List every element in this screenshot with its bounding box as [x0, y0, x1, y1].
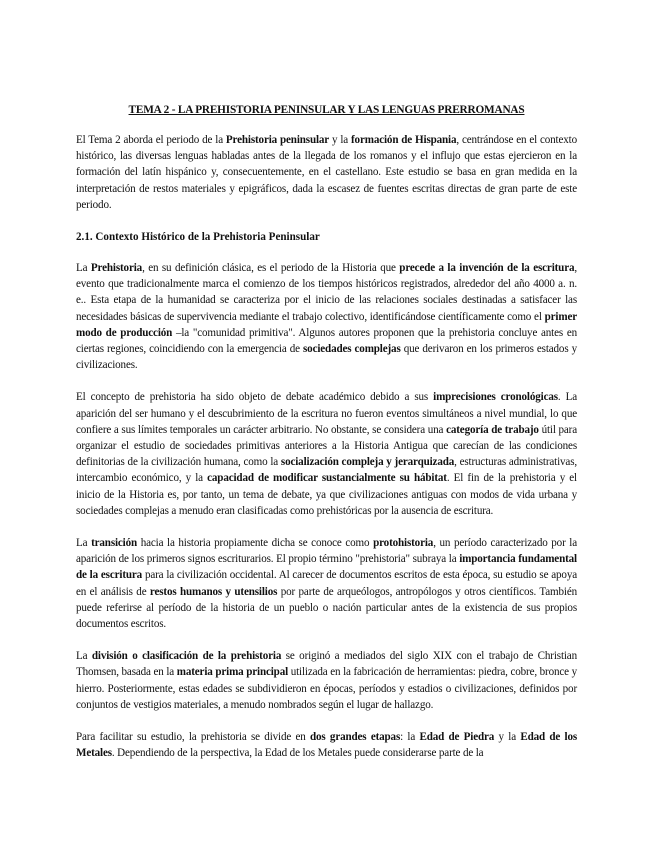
- bold-term: Edad de los Metales: [76, 731, 578, 760]
- bold-term: precede a la invención de la escritura: [399, 262, 575, 275]
- text-run: hacia la historia propiamente dicha se conoce como: [137, 537, 374, 550]
- text-run: y la: [329, 134, 352, 146]
- text-run: , un período caracterizado por la aparición de los primeros signos escriturarios. El propio término "prehistoria" subraya la: [76, 537, 577, 566]
- text-run: . Dependiendo de la perspectiva, la Edad de los Metales puede considerarse parte de la: [111, 747, 484, 760]
- text-run: y la: [494, 731, 521, 744]
- text-run: La: [76, 650, 92, 663]
- bold-term: formación de Hispania: [351, 134, 457, 146]
- text-run: utilizada en la fabricación de herramientas: piedra, cobre, bronce y hierro. Posteriormente, estas edades se subdividieron en épocas, períodos y estadios o civilizaciones, definidos por conjuntos de vestigios materiales, a menudo nombrados según el lugar de hallazgo.: [76, 666, 578, 711]
- text-run: , estructuras administrativas, intercambio económico, y la: [76, 456, 577, 485]
- text-run: , centrándose en el contexto histórico, las diversas lenguas habladas antes de la llegada de los romanos y el influjo que estas ejercieron en la formación del latín hispánico y, consecuentemente, en el castellano. Este estudio se basa en gran medida en la interpretación de restos materiales y epigráficos, dada la escasez de fuentes escritas directas de gran parte de este periodo.: [76, 134, 577, 211]
- text-run: , en su definición clásica, es el periodo de la Historia que: [142, 262, 400, 275]
- paragraph-transition: [76, 535, 577, 632]
- bold-term: Prehistoria peninsular: [225, 134, 330, 146]
- document-title: TEMA 2 - LA PREHISTORIA PENINSULAR Y LAS LENGUAS PRERROMANAS: [128, 104, 525, 116]
- bold-term: sociedades complejas: [303, 343, 401, 356]
- text-run: El concepto de prehistoria ha sido objeto de debate académico debido a sus: [76, 391, 434, 404]
- bold-term: división o clasificación de la prehistoria: [91, 650, 282, 663]
- bold-term: primer modo de producción: [76, 310, 577, 339]
- bold-term: socialización compleja y jerarquizada: [280, 456, 455, 469]
- text-run: . La aparición del ser humano y el descubrimiento de la escritura no fueron eventos simultáneos a nivel mundial, lo que confiere a sus límites temporales un carácter arbitrario. No obstante, se considera una: [76, 391, 578, 436]
- bold-term: transición: [91, 537, 138, 550]
- text-run: que derivaron en los primeros estados y civilizaciones.: [76, 343, 577, 372]
- intro-paragraph: [76, 132, 577, 213]
- document-content: [76, 104, 577, 778]
- bold-term: categoría de trabajo: [446, 423, 539, 436]
- bold-term: capacidad de modificar sustancialmente su hábitat: [207, 472, 447, 485]
- bold-term: dos grandes etapas: [310, 731, 401, 744]
- text-run: se originó a mediados del siglo XIX con el trabajo de Christian Thomsen, basada en la: [76, 650, 577, 679]
- bold-term: Edad de Piedra: [419, 731, 495, 744]
- text-run: El Tema 2 aborda el periodo de la: [76, 134, 226, 146]
- text-run: –la "comunidad primitiva". Algunos autores proponen que la prehistoria concluye antes en ciertas regiones, coincidiendo con la emergencia de: [76, 326, 577, 356]
- bold-term: imprecisiones cronológicas: [433, 391, 558, 404]
- text-run: La: [76, 537, 92, 550]
- bold-term: importancia fundamental de la escritura: [76, 553, 577, 582]
- bold-term: materia prima principal: [176, 666, 289, 679]
- text-run: , evento que tradicionalmente marca el comienzo de los tiempos históricos registrados, alrededor del año 4000 a. n. e.. Esta etapa de la humanidad se caracteriza por el inicio de las relaciones sociales destinadas a satisfacer las necesidades básicas de supervivencia mediante el trabajo colectivo, identificándose científicamente como el: [76, 262, 577, 323]
- bold-term: protohistoria: [373, 537, 434, 550]
- text-run: : la: [400, 731, 420, 744]
- bold-term: Prehistoria: [90, 262, 143, 275]
- paragraph-stages: [76, 729, 577, 761]
- text-run: Para facilitar su estudio, la prehistoria se divide en: [76, 731, 310, 744]
- section-heading: 2.1. Contexto Histórico de la Prehistoria Peninsular: [76, 231, 320, 244]
- paragraph-prehistoria-definition: [76, 260, 577, 373]
- text-run: . El fin de la prehistoria y el inicio de la Historia es, por tanto, un tema de debate, ya que civilizaciones antiguas con modos de vida urbana y sociedades complejas a menudo eran clasificadas como prehistóricas por la ausencia de escritura.: [76, 472, 577, 517]
- paragraph-concept-debate: [76, 389, 577, 519]
- paragraph-division: [76, 648, 577, 713]
- text-run: para la civilización occidental. Al carecer de documentos escritos de esta época, su estudio se apoya en el análisis de: [76, 569, 578, 598]
- text-run: La: [76, 262, 91, 275]
- text-run: útil para organizar el estudio de sociedades primitivas anteriores a la Historia Antigua que carecían de las condiciones definitorias de la civilización humana, como la: [76, 423, 578, 469]
- bold-term: restos humanos y utensilios: [149, 585, 278, 598]
- text-run: por parte de arqueólogos, antropólogos y otros científicos. También puede referirse al período de la historia de un pueblo o nación particular antes de la existencia de sus propios documentos escritos.: [76, 585, 577, 631]
